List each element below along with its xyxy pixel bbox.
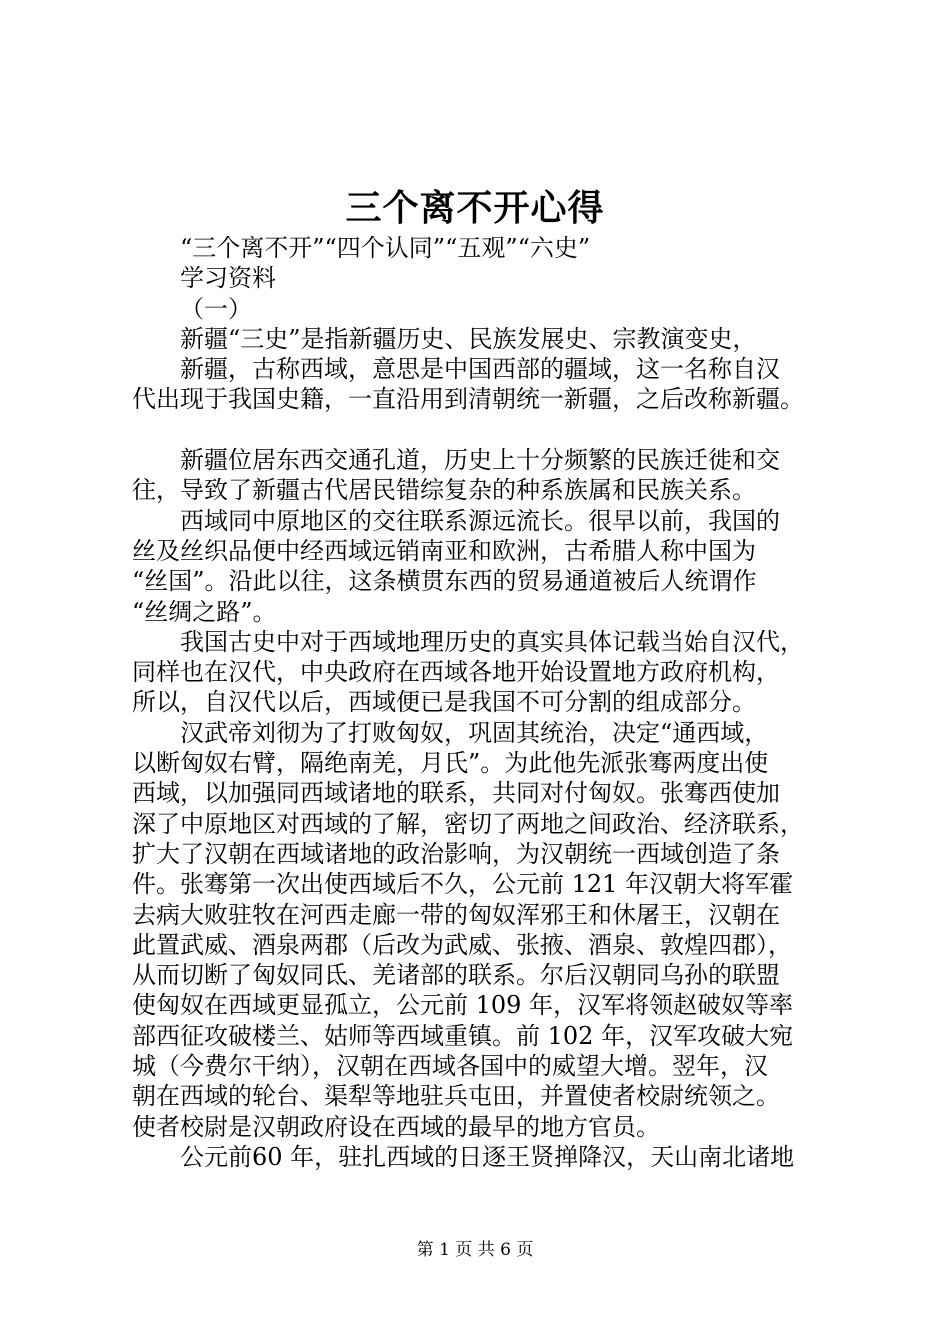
document-title: 三个离不开心得 — [345, 187, 605, 229]
paragraph-line: 我国古史中对于西域地理历史的真实具体记载当始自汉代， — [180, 627, 804, 656]
paragraph-line: 同样也在汉代，中央政府在西域各地开始设置地方政府机构， — [132, 658, 780, 687]
paragraph-line: 代出现于我国史籍，一直沿用到清朝统一新疆，之后改称新疆。 — [132, 385, 804, 414]
paragraph-line: “丝国”。沿此以往，这条横贯东西的贸易通道被后人统谓作 — [132, 567, 757, 596]
paragraph-line: 此置武威、酒泉两郡（后改为武威、张掖、酒泉、敦煌四郡）， — [132, 930, 792, 959]
paragraph-line: 使者校尉是汉朝政府设在西域的最早的地方官员。 — [132, 1112, 660, 1141]
paragraph-line: “丝绸之路”。 — [132, 597, 277, 626]
paragraph-line — [132, 415, 852, 445]
paragraph-line: 城（今费尔干纳），汉朝在西域各国中的威望大增。翌年，汉 — [132, 1052, 768, 1081]
paragraph-line: 以断匈奴右臂，隔绝南羌，月氏”。为此他先派张骞两度出使 — [132, 749, 769, 778]
paragraph-line: 往，导致了新疆古代居民错综复杂的种系族属和民族关系。 — [132, 476, 756, 505]
document-body — [132, 233, 852, 1172]
paragraph-line: 新疆位居东西交通孔道，历史上十分频繁的民族迁徙和交 — [180, 446, 780, 475]
paragraph-line: 使匈奴在西域更显孤立，公元前 109 年，汉军将领赵破奴等率 — [132, 991, 794, 1020]
paragraph-line: （一） — [180, 294, 252, 323]
paragraph-line: 深了中原地区对西域的了解，密切了两地之间政治、经济联系， — [132, 809, 804, 838]
paragraph-line: 西域同中原地区的交往联系源远流长。很早以前，我国的 — [180, 506, 780, 535]
paragraph-line: 件。张骞第一次出使西域后不久，公元前 121 年汉朝大将军霍 — [132, 870, 794, 899]
paragraph-line: 新疆，古称西域，意思是中国西部的疆域，这一名称自汉 — [180, 355, 780, 384]
paragraph-line: 扩大了汉朝在西域诸地的政治影响，为汉朝统一西域创造了条 — [132, 839, 780, 868]
paragraph-line: 西域，以加强同西域诸地的联系，共同对付匈奴。张骞西使加 — [132, 779, 780, 808]
paragraph-line: “三个离不开”“四个认同”“五观”“六史” — [180, 234, 591, 262]
paragraph-line: 从而切断了匈奴同氐、羌诸部的联系。尔后汉朝同乌孙的联盟 — [132, 961, 780, 990]
paragraph-line: 新疆“三史”是指新疆历史、民族发展史、宗教演变史， — [180, 324, 757, 353]
paragraph-line: 去病大败驻牧在河西走廊一带的匈奴浑邪王和休屠王，汉朝在 — [132, 900, 780, 929]
paragraph-line: 部西征攻破楼兰、姑师等西域重镇。前 102 年，汉军攻破大宛 — [132, 1021, 794, 1050]
paragraph-line: 丝及丝织品便中经西域远销南亚和欧洲，古希腊人称中国为 — [132, 536, 756, 565]
paragraph-line: 公元前60 年，驻扎西域的日逐王贤掸降汉，天山南北诸地 — [180, 1142, 795, 1171]
paragraph-line: 朝在西域的轮台、渠犁等地驻兵屯田，并置使者校尉统领之。 — [132, 1082, 780, 1111]
paragraph-line: 汉武帝刘彻为了打败匈奴，巩固其统治，决定“通西域， — [180, 718, 769, 747]
page-footer: 第 1 页 共 6 页 — [416, 1240, 534, 1260]
paragraph-line: 学习资料 — [180, 264, 276, 293]
paragraph-line: 所以，自汉代以后，西域便已是我国不可分割的组成部分。 — [132, 688, 756, 717]
